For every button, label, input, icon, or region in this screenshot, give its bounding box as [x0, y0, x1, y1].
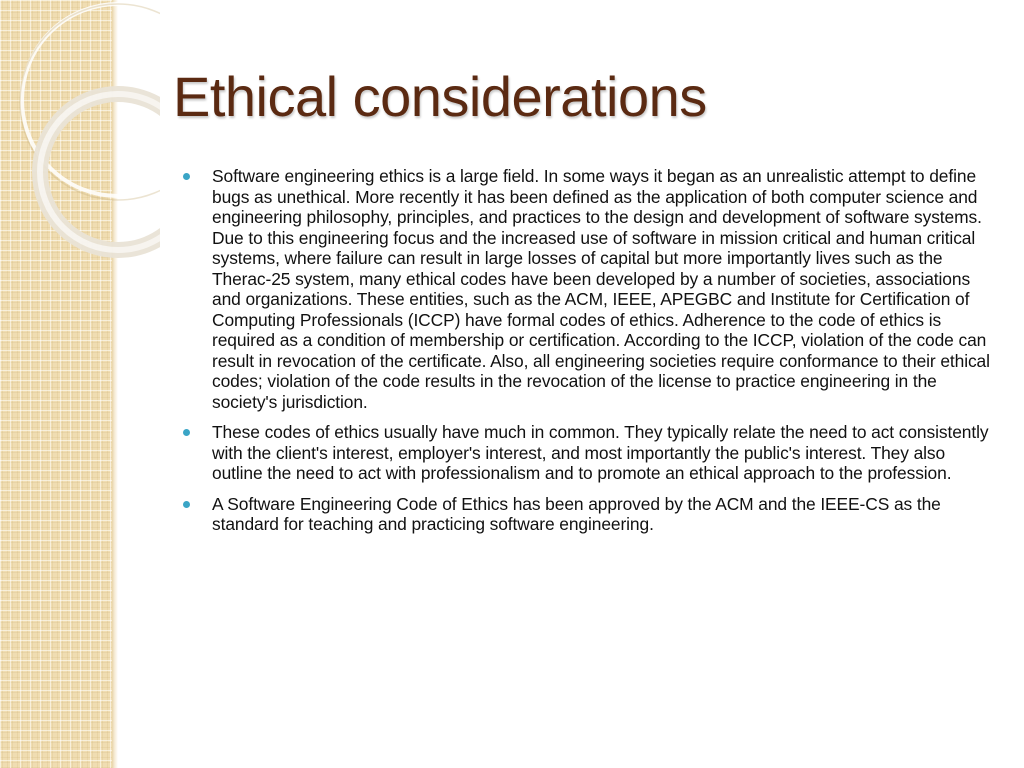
bullet-item — [212, 422, 994, 484]
bullet-text: Software engineering ethics is a large field. In some ways it began as an unrealistic attempt to define bugs as unethical. More recently it has been defined as the application of both computer science and engineering philosophy, principles, and practices to the design and development of software systems. Due to this engineering focus and the increased use of software in mission critical and human critical systems, where failure can result in large losses of capital but more importantly lives such as the Therac-25 system, many ethical codes have been developed by a number of societies, associations and organizations. These entities, such as the ACM, IEEE, APEGBC and Institute for Certification of Computing Professionals (ICCP) have formal codes of ethics. Adherence to the code of ethics is required as a condition of membership or certification. According to the ICCP, violation of the code can result in revocation of the certificate. Also, all engineering societies require conformance to their ethical codes; violation of the code results in the revocation of the license to practice engineering in the society's jurisdiction. — [212, 166, 990, 412]
slide-content — [212, 166, 994, 545]
bullet-list — [212, 166, 994, 535]
bullet-dot-icon — [183, 501, 190, 508]
bullet-item — [212, 166, 994, 412]
bullet-item — [212, 494, 994, 535]
decorative-ring-lower — [40, 94, 160, 250]
bullet-text: These codes of ethics usually have much in common. They typically relate the need to act consistently with the client's interest, employer's interest, and most importantly the public's interest. They also outline the need to act with professionalism and to promote an ethical approach to the profession. — [212, 422, 989, 483]
slide-title: Ethical considerations — [173, 65, 707, 128]
bullet-text: A Software Engineering Code of Ethics has been approved by the ACM and the IEEE-CS as the standard for teaching and practicing software engineering. — [212, 493, 941, 534]
bullet-dot-icon — [183, 173, 190, 180]
bullet-dot-icon — [183, 429, 190, 436]
decorative-rings — [0, 0, 160, 260]
